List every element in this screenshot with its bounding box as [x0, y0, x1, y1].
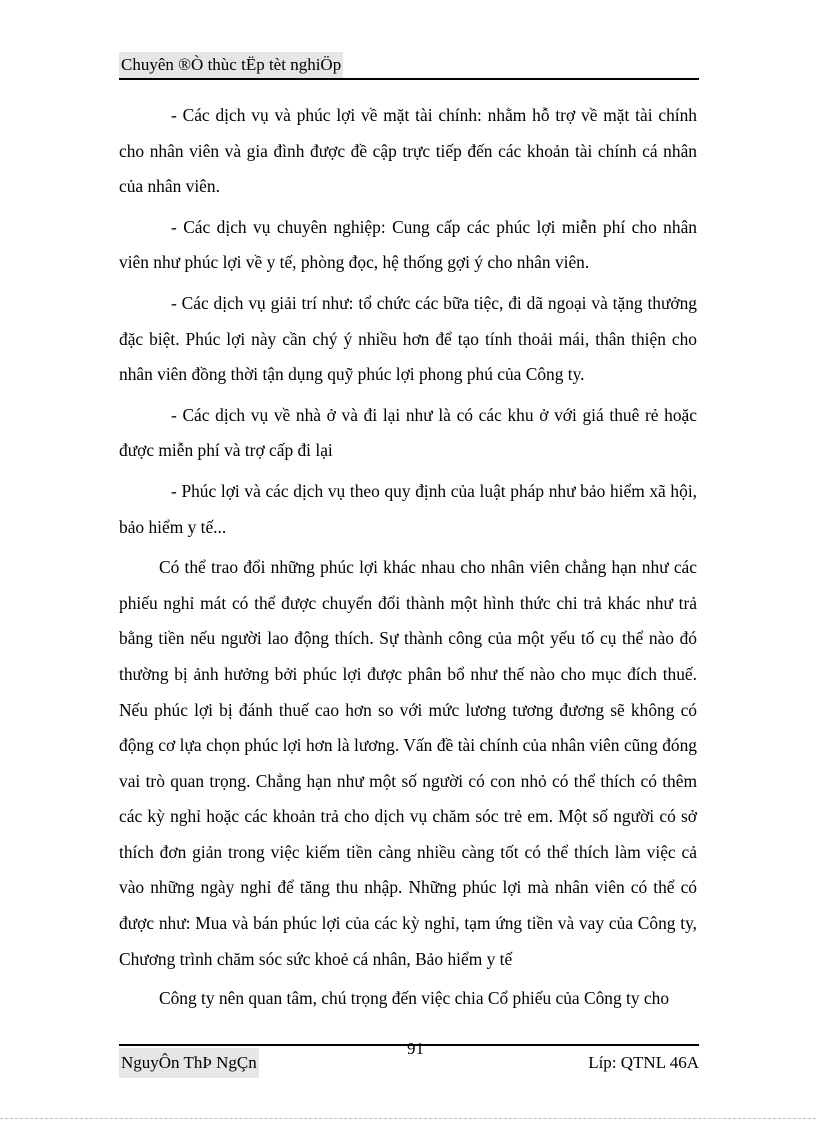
- paragraph-company-shares: Công ty nên quan tâm, chú trọng đến việc chia Cổ phiếu của Công ty cho: [159, 988, 670, 1009]
- page-number: 91: [407, 1039, 424, 1058]
- page-footer: [119, 1039, 699, 1076]
- paragraph-bullet-legal: - Phúc lợi và các dịch vụ theo quy định của luật pháp như bảo hiểm xã hội, bảo hiểm y tế...: [119, 480, 697, 537]
- paragraph-bullet-financial: - Các dịch vụ và phúc lợi về mặt tài chính: nhằm hỗ trợ về mặt tài chính cho nhân viên và gia đình được đề cập trực tiếp đến các khoản tài chính cá nhân của nhân viên.: [119, 105, 697, 197]
- paragraph-bullet-housing: - Các dịch vụ về nhà ở và đi lại như là có các khu ở với giá thuê rẻ hoặc được miễn phí và trợ cấp đi lại: [119, 404, 697, 461]
- header-title: Chuyên ®Ò thùc tËp tèt nghiÖp: [119, 52, 343, 78]
- paragraph-exchange-benefits: Có thể trao đổi những phúc lợi khác nhau cho nhân viên chẳng hạn như các phiếu nghỉ mát có thể được chuyển đổi thành một hình thức chi trả khác như trả bằng tiền nếu người lao động thích. Sự thành công của một yếu tố cụ thể nào đó thường bị ảnh hưởng bởi phúc lợi được phân bổ như thế nào cho mục đích thuế. Nếu phúc lợi bị đánh thuế cao hơn so với mức lương tương đương sẽ không có động cơ lựa chọn phúc lợi hơn là lương. Vấn đề tài chính của nhân viên cũng đóng vai trò quan trọng. Chẳng hạn như một số người có con nhỏ có thể thích có thêm các kỳ nghỉ hoặc các khoản trả cho dịch vụ chăm sóc trẻ em. Một số người có sở thích đơn giản trong việc kiếm tiền càng nhiều càng tốt có thể thích làm việc cả vào những ngày nghỉ để tăng thu nhập. Những phúc lợi mà nhân viên có thể có được như: Mua và bán phúc lợi của các kỳ nghỉ, tạm ứng tiền và vay của Công ty, Chương trình chăm sóc sức khoẻ cá nhân, Bảo hiểm y tế: [119, 557, 697, 969]
- page-bottom-divider: [0, 1118, 816, 1119]
- paragraph-bullet-professional: - Các dịch vụ chuyên nghiệp: Cung cấp các phúc lợi miễn phí cho nhân viên như phúc lợi về y tế, phòng đọc, hệ thống gợi ý cho nhân viên.: [119, 216, 697, 273]
- body-text: [119, 98, 697, 1021]
- footer-author: NguyÔn ThÞ NgÇn: [119, 1048, 259, 1078]
- footer-class: Líp: QTNL 46A: [588, 1053, 699, 1072]
- page-header: [119, 52, 699, 80]
- paragraph-bullet-entertainment: - Các dịch vụ giải trí như: tổ chức các bữa tiệc, đi dã ngoại và tặng thưởng đặc biệt. Phúc lợi này cần chý ý nhiều hơn để tạo tính thoải mái, thân thiện cho nhân viên đồng thời tận dụng quỹ phúc lợi phong phú của Công ty.: [119, 292, 697, 385]
